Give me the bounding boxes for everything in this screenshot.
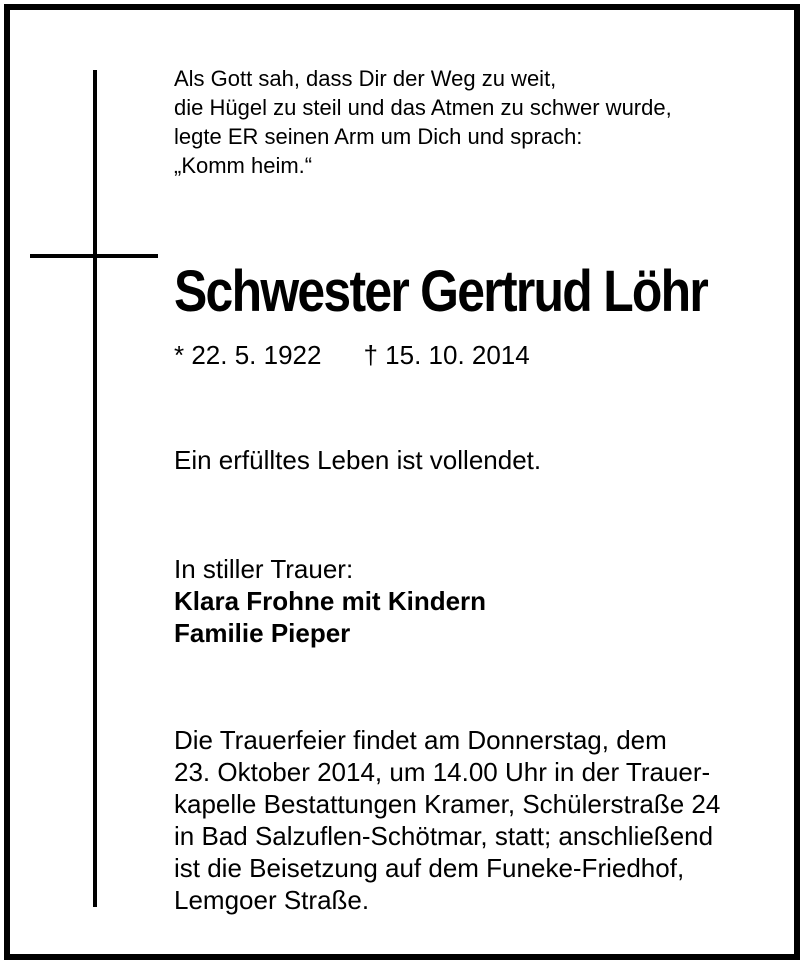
funeral-line: Lemgoer Straße. (174, 885, 370, 915)
cross-icon-horizontal-beam (30, 254, 158, 258)
funeral-line: ist die Beisetzung auf dem Funeke-Friedhof, (174, 853, 685, 883)
funeral-line: Die Trauerfeier findet am Donnerstag, dem (174, 725, 667, 755)
mourner-name: Klara Frohne mit Kindern (174, 586, 487, 616)
verse-line: legte ER seinen Arm um Dich und sprach: (174, 124, 583, 149)
cross-icon-vertical-beam (93, 70, 97, 907)
mourning-label: In stiller Trauer: (174, 554, 354, 584)
funeral-line: kapelle Bestattungen Kramer, Schülerstraße 24 (174, 789, 721, 819)
verse-line: „Komm heim.“ (174, 153, 313, 178)
funeral-line: in Bad Salzuflen-Schötmar, statt; anschließend (174, 821, 714, 851)
funeral-line: 23. Oktober 2014, um 14.00 Uhr in der Trauer- (174, 757, 711, 787)
verse (174, 64, 672, 180)
deceased-name: Schwester Gertrud Löhr (174, 259, 708, 324)
death-date: † 15. 10. 2014 (363, 340, 530, 370)
funeral-notice (174, 724, 720, 916)
verse-line: Als Gott sah, dass Dir der Weg zu weit, (174, 66, 557, 91)
mourner-name: Familie Pieper (174, 618, 351, 648)
motto: Ein erfülltes Leben ist vollendet. (174, 445, 542, 475)
verse-line: die Hügel zu steil und das Atmen zu schwer wurde, (174, 95, 672, 120)
birth-date: * 22. 5. 1922 (174, 340, 322, 370)
life-dates (174, 339, 530, 371)
